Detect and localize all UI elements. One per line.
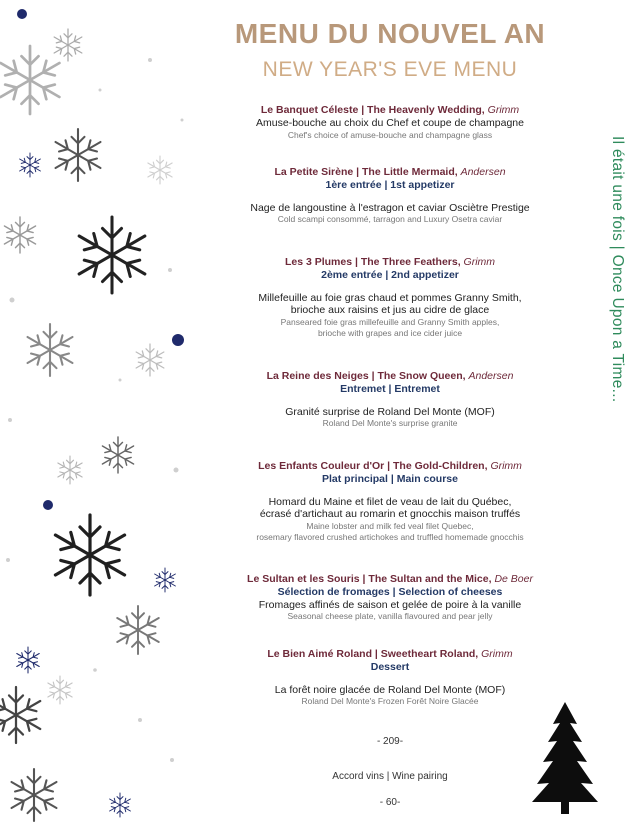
course-english-description: Seasonal cheese plate, vanilla flavoured and pear jelly [287, 611, 493, 622]
course-title: Le Banquet Céleste | The Heavenly Wedding, Grimm [260, 104, 520, 116]
course-english-description: Roland Del Monte's surprise granite [322, 418, 458, 429]
course-title: Les 3 Plumes | The Three Feathers, Grimm [284, 256, 496, 268]
side-tagline-text: Il était une fois | Once Upon a Time... [609, 136, 626, 403]
food-price: - 209- [376, 736, 404, 747]
course-title: La Petite Sirène | The Little Mermaid, Andersen [274, 166, 506, 178]
course-english-description: Maine lobster and milk fed veal filet Quebec, rosemary flavored crushed artichokes and truffled homemade gnocchis [256, 521, 524, 543]
course-6 [222, 573, 558, 622]
course-subtitle: 1ère entrée | 1st appetizer [325, 178, 455, 191]
course-english-description: Roland Del Monte's Frozen Forêt Noire Glacée [301, 696, 479, 707]
course-title: La Reine des Neiges | The Snow Queen, Andersen [266, 370, 514, 382]
course-english-description: Cold scampi consommé, tarragon and Luxury Osetra caviar [277, 214, 503, 225]
wine-pairing-label: Accord vins | Wine pairing [332, 771, 448, 782]
course-subtitle: Plat principal | Main course [322, 472, 458, 485]
course-subtitle: Entremet | Entremet [340, 382, 440, 395]
christmas-tree-icon [530, 702, 600, 814]
course-title: Les Enfants Couleur d'Or | The Gold-Children, Grimm [258, 460, 522, 472]
course-french-description: Granité surprise de Roland Del Monte (MOF) [285, 405, 495, 418]
course-title: Le Sultan et les Souris | The Sultan and the Mice, De Boer [247, 573, 533, 585]
side-tagline [596, 130, 636, 450]
course-french-description: La forêt noire glacée de Roland Del Monte (MOF) [274, 683, 506, 696]
course-french-description: Homard du Maine et filet de veau de lait du Québec, écrasé d'artichaut au romarin et gnocchis maison truffés [259, 495, 521, 521]
course-7 [222, 648, 558, 707]
course-english-description: Chef's choice of amuse-bouche and champagne glass [287, 129, 493, 140]
course-french-description: Amuse-bouche au choix du Chef et coupe de champagne [256, 116, 524, 129]
menu-title: MENU DU NOUVEL AN [234, 18, 546, 49]
course-french-description: Millefeuille au foie gras chaud et pommes Granny Smith, brioche aux raisins et jus au cidre de glace [258, 291, 522, 317]
course-subtitle: Sélection de fromages | Selection of cheeses [277, 585, 503, 598]
course-title: Le Bien Aimé Roland | Sweetheart Roland, Grimm [267, 648, 513, 660]
course-2 [222, 166, 558, 225]
course-1 [222, 104, 558, 141]
course-french-description: Fromages affinés de saison et gelée de poire à la vanille [258, 598, 522, 611]
course-english-description: Panseared foie gras millefeuille and Granny Smith apples, brioche with grapes and ice cider juice [280, 317, 500, 339]
wine-price: - 60- [379, 797, 401, 808]
course-5 [222, 460, 558, 543]
course-3 [222, 256, 558, 339]
snowflake-decoration [0, 0, 190, 828]
menu-subtitle: NEW YEAR'S EVE MENU [262, 58, 518, 81]
course-4 [222, 370, 558, 429]
course-subtitle: 2ème entrée | 2nd appetizer [321, 268, 459, 281]
course-french-description: Nage de langoustine à l'estragon et caviar Osciètre Prestige [250, 201, 530, 214]
course-subtitle: Dessert [370, 660, 410, 673]
